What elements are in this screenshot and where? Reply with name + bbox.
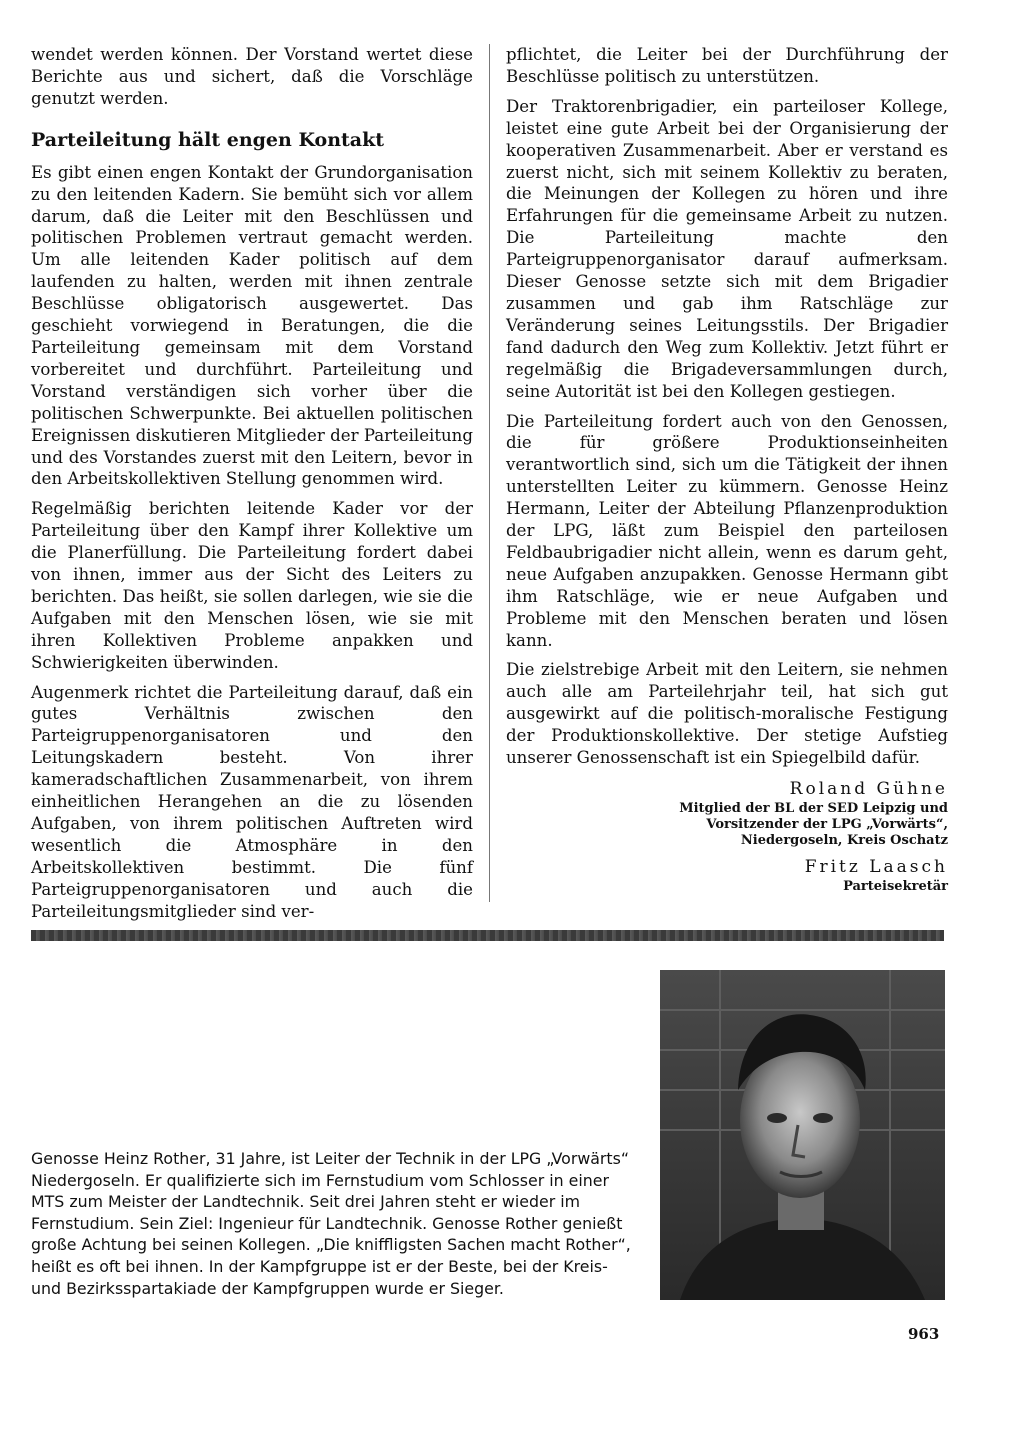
author-1-name: Roland Gühne [789,779,948,799]
section-divider-bar [31,930,944,941]
author-1-role-line-1: Mitglied der BL der SED Leipzig und [679,801,948,816]
portrait-photo [660,970,945,1300]
right-paragraph-1: Der Traktorenbrigadier, ein parteiloser Kollege, leistet eine gute Arbeit bei der Organisierung der kooperativen Zusammenarbeit. Aber er verstand es zuerst nicht, sich mit seinem Kollektiv zu beraten, die Meinungen der Kollegen zu hören und ihre Erfahrungen für die gemeinsame Arbeit zu nutzen. Die Parteileitung machte den Parteigruppenorganisator darauf aufmerksam. Dieser Genosse setzte sich mit dem Brigadier zusammen und gab ihm Ratschläge zur Veränderung seines Leitungsstils. Der Brigadier fand dadurch den Weg zum Kollektiv. Jetzt führt er regelmäßig die Brigadeversammlungen durch, seine Autorität ist bei den Kollegen gestiegen. [506,96,948,401]
right-column [506,44,948,895]
right-intro-paragraph: pflichtet, die Leiter bei der Durchführung der Beschlüsse politisch zu unterstützen. [506,45,948,86]
author-1-role-line-3: Niedergoseln, Kreis Oschatz [740,833,948,848]
left-column [31,44,473,931]
left-paragraph-1: Es gibt einen engen Kontakt der Grundorganisation zu den leitenden Kadern. Sie bemüht sich vor allem darum, daß die Leiter mit den Beschlüssen und politischen Problemen vertraut gemacht werden. Um alle leitenden Kader politisch auf dem laufenden zu halten, werden mit ihnen zentrale Beschlüsse obligatorisch ausgewertet. Das geschieht vorwiegend in Beratungen, die die Parteileitung gemeinsam mit dem Vorstand vorbereitet und durchführt. Parteileitung und Vorstand verständigen sich vorher über die politischen Schwerpunkte. Bei aktuellen politischen Ereignissen diskutieren Mitglieder der Parteileitung und des Vorstandes zuerst mit den Leitern, bevor in den Arbeitskollektiven Stellung genommen wird. [31,162,473,489]
signature-block [506,777,948,895]
portrait-image [660,970,945,1300]
left-intro-paragraph: wendet werden können. Der Vorstand wertet diese Berichte aus und sichert, daß die Vorschläge genutzt werden. [31,45,473,108]
column-divider [489,44,490,902]
author-2-role: Parteisekretär [843,879,948,894]
author-2-name: Fritz Laasch [804,857,948,877]
right-paragraph-2: Die Parteileitung fordert auch von den Genossen, die für größere Produktionseinheiten verantwortlich sind, sich um die Tätigkeit der ihnen unterstellten Leiter zu kümmern. Genosse Heinz Hermann, Leiter der Abteilung Pflanzenproduktion der LPG, läßt zum Beispiel den parteilosen Feldbaubrigadier nicht allein, wenn es darum geht, neue Aufgaben anzupakken. Genosse Hermann gibt ihm Ratschläge, wie er neue Aufgaben und Probleme mit den Menschen beraten und lösen kann. [506,411,948,650]
section-heading: Parteileitung hält engen Kontakt [31,128,385,151]
right-paragraph-3: Die zielstrebige Arbeit mit den Leitern, sie nehmen auch alle am Parteilehrjahr teil, hat sich gut ausgewirkt auf die politisch-moralische Festigung der Produktionskollektive. Der stetige Aufstieg unserer Genossenschaft ist ein Spiegelbild dafür. [506,660,948,768]
left-paragraph-3: Augenmerk richtet die Parteileitung darauf, daß ein gutes Verhältnis zwischen den Parteigruppenorganisatoren und den Leitungskadern besteht. Von ihrer kameradschaftlichen Zusammenarbeit, von ihrem einheitlichen Herangehen an die zu lösenden Aufgaben, von ihrem politischen Auftreten wird wesentlich die Atmosphäre in den Arbeitskollektiven bestimmt. Die fünf Parteigruppenorganisatoren und auch die Parteileitungsmitglieder sind ver- [31,682,473,921]
author-1-role-line-2: Vorsitzender der LPG „Vorwärts“, [706,817,948,832]
photo-caption: Genosse Heinz Rother, 31 Jahre, ist Leiter der Technik in der LPG „Vorwärts“ Niedergoseln. Er qualifizierte sich im Fernstudium vom Schlosser in einer MTS zum Meister der Landtechnik. Seit drei Jahren steht er wieder im Fernstudium. Sein Ziel: Ingenieur für Landtechnik. Genosse Rother genießt große Achtung bei seinen Kollegen. „Die kniffligsten Sachen macht Rother“, heißt es oft bei ihnen. In der Kampfgruppe ist er der Beste, bei der Kreis- und Bezirksspartakiade der Kampfgruppen wurde er Sieger. [31,1149,631,1298]
left-paragraph-2: Regelmäßig berichten leitende Kader vor der Parteileitung über den Kampf ihrer Kollektive um die Planerfüllung. Die Parteileitung fordert dabei von ihnen, immer aus der Sicht des Leiters zu berichten. Das heißt, sie sollen darlegen, wie sie die Aufgaben mit den Menschen lösen, wie sie mit ihren Kollektiven Probleme anpakken und Schwierigkeiten überwinden. [31,499,473,672]
page-number: 963 [908,1325,940,1343]
